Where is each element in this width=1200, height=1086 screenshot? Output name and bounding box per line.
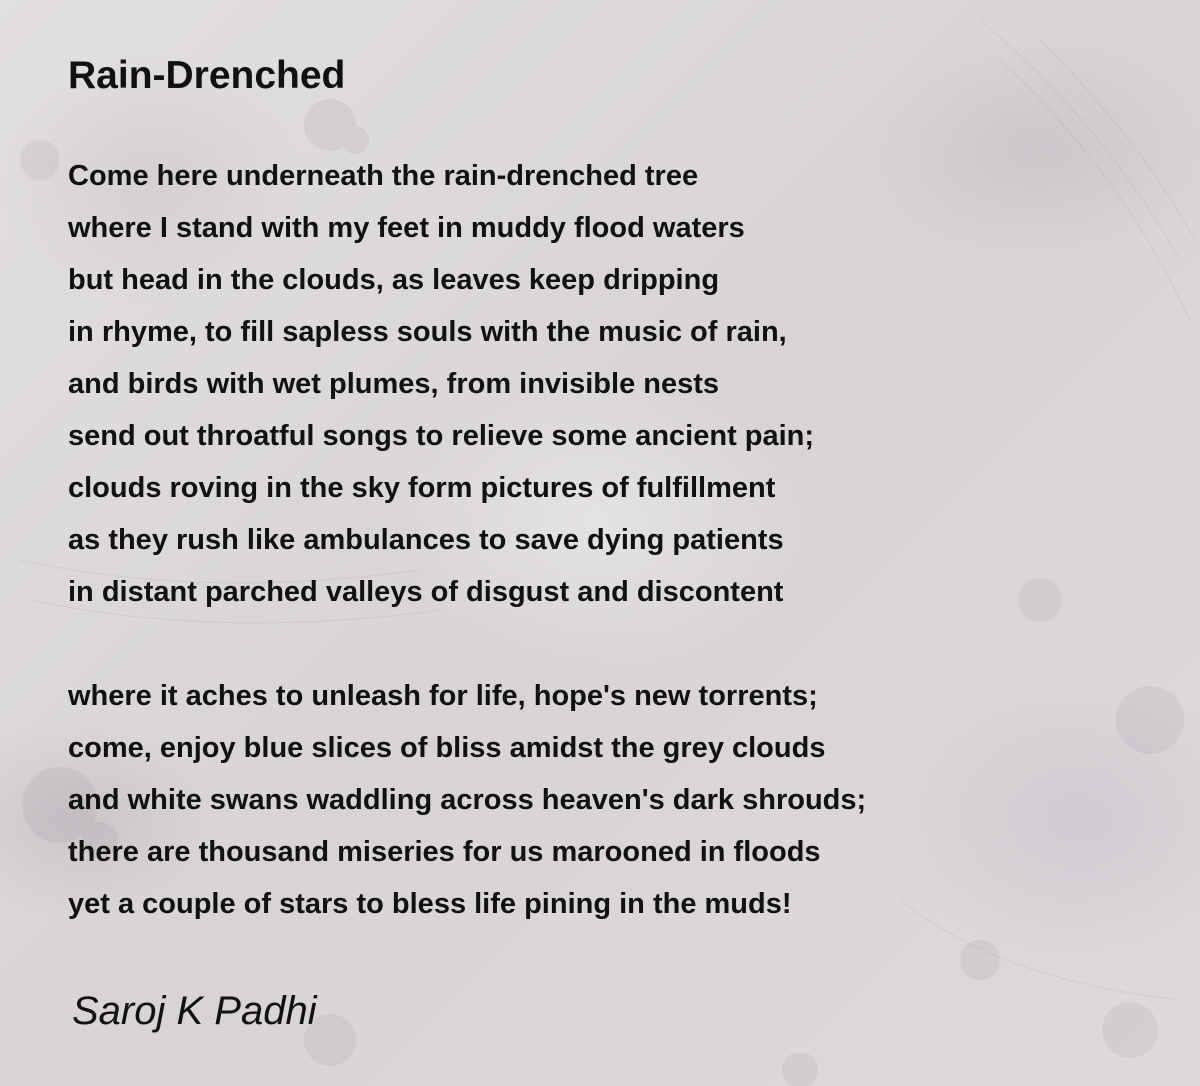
poem-line: there are thousand miseries for us marooned in floods bbox=[68, 836, 821, 868]
poem-line: and birds with wet plumes, from invisible nests bbox=[68, 368, 720, 400]
poem-line: and white swans waddling across heaven's dark shrouds; bbox=[68, 784, 867, 816]
poem-line: in rhyme, to fill sapless souls with the music of rain, bbox=[68, 316, 787, 348]
poem-line: Come here underneath the rain-drenched tree bbox=[68, 160, 699, 192]
poem-container bbox=[68, 50, 1148, 930]
poem-line: where it aches to unleash for life, hope's new torrents; bbox=[68, 680, 818, 712]
author-name: Saroj K Padhi bbox=[72, 989, 317, 1033]
stanza-1 bbox=[68, 150, 1148, 618]
poem-line: as they rush like ambulances to save dying patients bbox=[68, 524, 784, 556]
poem-line: yet a couple of stars to bless life pining in the muds! bbox=[68, 888, 792, 920]
poem-title: Rain-Drenched bbox=[68, 54, 346, 97]
poem-line: but head in the clouds, as leaves keep dripping bbox=[68, 264, 720, 296]
stanza-2 bbox=[68, 670, 1148, 930]
poem-line: where I stand with my feet in muddy flood waters bbox=[68, 212, 745, 244]
poem-line: clouds roving in the sky form pictures of fulfillment bbox=[68, 472, 776, 504]
poem-line: come, enjoy blue slices of bliss amidst the grey clouds bbox=[68, 732, 826, 764]
poem-line: in distant parched valleys of disgust and discontent bbox=[68, 576, 784, 608]
poem-line: send out throatful songs to relieve some ancient pain; bbox=[68, 420, 815, 452]
